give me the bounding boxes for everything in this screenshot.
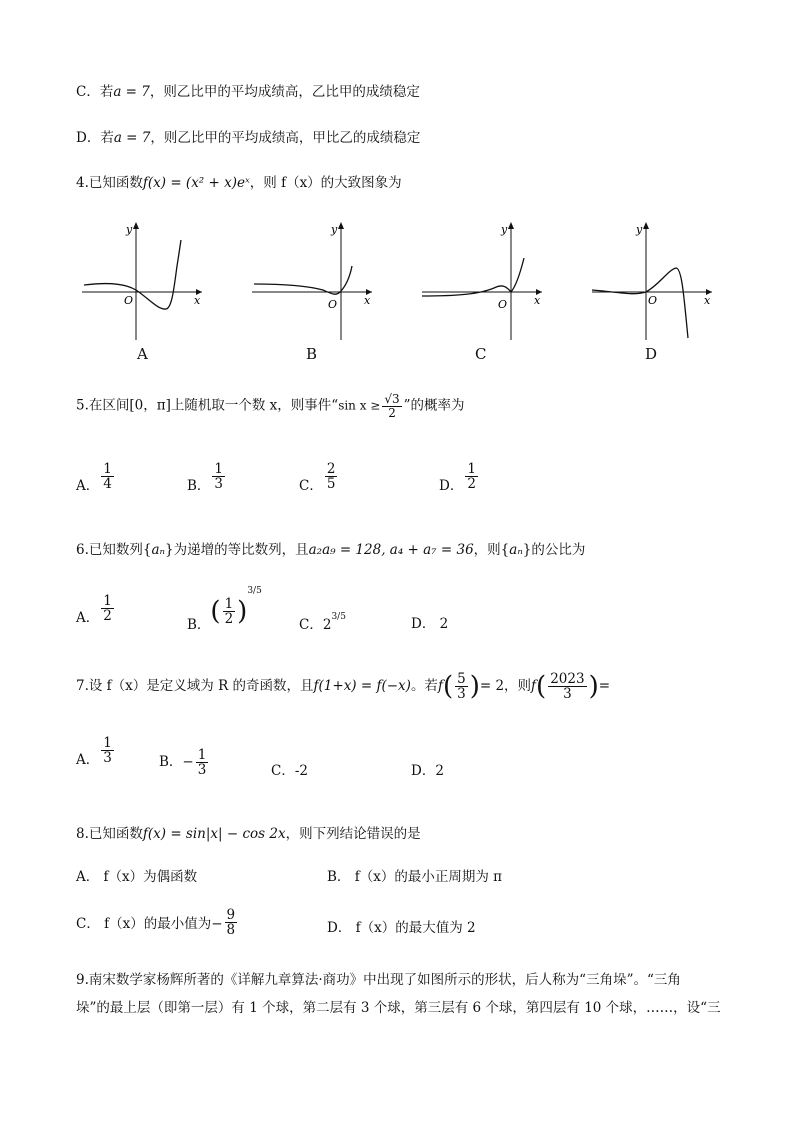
q6-stem-mid: }为递增的等比数列，且 <box>165 542 309 558</box>
q7-option-b-minus: − <box>182 754 194 771</box>
q4-graph-c-origin: O <box>498 298 508 311</box>
q7-ask-num: 2023 <box>550 671 585 687</box>
q9-stem-line-2: 垛”的最上层（即第一层）有 1 个球，第二层有 3 个球，第三层有 6 个球，第四层有 10 个球，……，设“三 <box>76 1000 721 1016</box>
q5-option-c-fraction <box>325 462 338 491</box>
q7-open-paren-2: ( <box>536 671 547 702</box>
q5-option-c[interactable] <box>299 462 339 494</box>
q6-option-c-base: 2 <box>322 617 332 633</box>
q7-close-paren-1: ) <box>469 671 480 702</box>
q4-graph-d-x-label: x <box>704 294 711 307</box>
q7-condition-2-value: = 2 <box>479 678 505 695</box>
q6-stem-mid2: ，则{ <box>473 542 510 558</box>
q4-graph-a <box>78 218 208 343</box>
q6-option-b-den: 2 <box>224 611 234 627</box>
q8-stem-tail: ，则下列结论错误的是 <box>285 826 421 842</box>
q7-option-d-text: 2 <box>435 763 444 779</box>
q7-option-c-letter: C． <box>271 763 295 779</box>
q5-option-a-fraction <box>101 462 114 491</box>
q3-option-c-label: C．若 <box>76 84 114 100</box>
q5-option-c-letter: C． <box>299 478 323 495</box>
q7-ask-equals: = <box>598 678 611 695</box>
q7-option-d-letter: D． <box>411 763 436 779</box>
q4-graph-b <box>248 218 378 343</box>
q5-option-b-num: 1 <box>214 461 224 477</box>
q7-f-symbol-2: f <box>531 678 537 695</box>
q6-option-b-num: 1 <box>224 595 234 612</box>
q5-option-d-num: 1 <box>467 461 476 477</box>
q6-sequence: aₙ <box>151 542 166 558</box>
q6-option-b-fraction <box>223 597 236 626</box>
q4-graph-c-x-label: x <box>534 294 541 307</box>
q8-formula: f(x) = sin|x| − cos 2x <box>142 826 286 842</box>
q7-option-a-fraction <box>101 736 114 765</box>
q7-option-b-den: 3 <box>197 762 207 779</box>
q5-option-b[interactable] <box>187 462 227 494</box>
q3-option-c-condition: a = 7 <box>113 84 150 100</box>
q4-graph-b-y-label: y <box>331 223 338 236</box>
q4-graph-d <box>588 218 718 343</box>
q5-option-b-fraction <box>212 462 225 491</box>
q5-condition-numerator: √3 <box>384 392 400 406</box>
q8-option-d[interactable]: D． f（x）的最大值为 2 <box>327 920 476 936</box>
q5-option-d-letter: D． <box>439 478 464 495</box>
q8-option-a[interactable]: A． f（x）为偶函数 <box>76 869 198 885</box>
q7-option-a[interactable] <box>76 736 116 768</box>
q3-option-c <box>76 80 420 100</box>
q8-stem-prefix: 8.已知函数 <box>76 826 143 842</box>
q7-f-symbol: f <box>437 678 443 695</box>
q6-option-b-exponent: 3/5 <box>247 586 262 596</box>
q4-graph-c <box>418 218 548 343</box>
q9-stem-line-1: 9.南宋数学家杨辉所著的《详解九章算法·商功》中出现了如图所示的形状，后人称为“三角垛”。“三角 <box>76 972 681 988</box>
q8-option-c-text: C． f（x）的最小值为− <box>76 916 223 933</box>
q5-option-d[interactable] <box>439 462 480 494</box>
q5-option-a-den: 4 <box>103 476 112 493</box>
q7-condition-2-den: 3 <box>457 686 466 703</box>
q6-option-c-exponent: 3/5 <box>331 612 346 622</box>
q6-option-b-close-paren: ) <box>237 596 248 627</box>
q8-option-b[interactable]: B． f（x）的最小正周期为 π <box>327 869 502 885</box>
q5-condition-fraction <box>382 393 401 419</box>
q7-stem-mid2: ，则 <box>504 678 532 695</box>
q7-condition-1: f(1+x) = f(−x) <box>313 678 411 695</box>
q3-option-c-text: ，则乙比甲的平均成绩高，乙比甲的成绩稳定 <box>149 84 420 100</box>
q4-graph-label-b: B <box>306 345 318 363</box>
q4-graph-a-y-label: y <box>126 223 133 236</box>
q7-ask-den: 3 <box>563 686 572 703</box>
q4-graph-d-y-label: y <box>636 223 643 236</box>
q4-graph-b-x-label: x <box>364 294 371 307</box>
q4-graph-a-origin: O <box>124 294 134 307</box>
q5-stem <box>76 393 465 419</box>
q3-option-d-condition: a = 7 <box>113 130 151 146</box>
q6-stem-prefix: 6.已知数列{ <box>76 542 152 558</box>
q7-option-c[interactable] <box>271 759 308 779</box>
q4-stem-prefix: 4.已知函数 <box>76 175 143 191</box>
q4-graph-b-origin: O <box>328 298 338 311</box>
q6-option-a[interactable] <box>76 594 116 626</box>
q5-option-d-fraction <box>465 462 478 491</box>
q7-ask-fraction <box>548 672 586 701</box>
q5-stem-tail: ”的概率为 <box>403 397 465 414</box>
q6-option-d[interactable]: D． 2 <box>411 616 449 632</box>
q8-stem <box>76 822 421 842</box>
q7-stem-prefix: 7.设 f（x）是定义域为 R 的奇函数，且 <box>76 678 314 695</box>
q8-option-c[interactable] <box>76 908 239 937</box>
q7-option-c-text: -2 <box>294 763 308 779</box>
q5-option-b-den: 3 <box>214 476 224 493</box>
q4-graph-d-origin: O <box>648 294 658 307</box>
q7-option-a-num: 1 <box>103 735 112 751</box>
q7-open-paren-1: ( <box>442 671 454 702</box>
q6-stem <box>76 538 585 558</box>
q4-graph-c-y-label: y <box>501 223 508 236</box>
q7-stem-mid: 。若 <box>410 678 438 695</box>
q6-option-b-letter: B． <box>187 617 211 633</box>
q7-condition-2-num: 5 <box>457 671 466 687</box>
q4-graph-a-x-label: x <box>194 294 201 307</box>
q6-option-c-letter: C． <box>299 617 323 633</box>
q3-option-d-text: ，则乙比甲的平均成绩高，甲比乙的成绩稳定 <box>150 130 421 146</box>
q5-option-b-letter: B． <box>187 478 211 495</box>
q7-option-b[interactable] <box>159 748 210 777</box>
q6-option-a-letter: A． <box>76 610 100 627</box>
q5-option-a-num: 1 <box>103 461 112 477</box>
q4-stem <box>76 171 402 191</box>
q5-option-c-den: 5 <box>326 476 336 493</box>
q8-option-c-den: 8 <box>226 922 236 939</box>
q5-stem-prefix: 5.在区间[0，π]上随机取一个数 x，则事件“ <box>76 397 339 414</box>
q6-option-a-num: 1 <box>103 593 112 609</box>
q3-option-d-label: D．若 <box>76 130 114 146</box>
q7-option-b-fraction <box>196 748 209 777</box>
q6-option-b-open-paren: ( <box>210 596 221 627</box>
q6-option-a-den: 2 <box>103 608 112 625</box>
q7-option-b-letter: B． <box>159 754 183 771</box>
q7-option-a-letter: A． <box>76 752 100 769</box>
q7-stem <box>76 672 610 701</box>
q8-option-c-num: 9 <box>226 907 236 923</box>
q6-stem-tail: }的公比为 <box>522 542 586 558</box>
q4-stem-tail: ，则 f（x）的大致图象为 <box>249 175 402 191</box>
q7-option-b-num: 1 <box>197 747 207 763</box>
q4-formula: f(x) = (x² + x)eˣ <box>142 175 250 191</box>
q5-option-d-den: 2 <box>467 476 476 493</box>
q3-option-d <box>76 126 420 146</box>
q6-option-c[interactable] <box>299 612 346 633</box>
q4-graph-label-c: C <box>475 345 487 363</box>
q7-close-paren-2: ) <box>588 671 599 702</box>
q7-option-a-den: 3 <box>103 750 112 767</box>
q6-condition: a₂a₉ = 128, a₄ + a₇ = 36 <box>308 542 474 558</box>
q6-option-b[interactable] <box>187 586 262 633</box>
q5-option-a-letter: A． <box>76 478 100 495</box>
q7-condition-2-fraction <box>455 672 468 701</box>
q5-condition-prefix: sin x ≥ <box>338 398 381 413</box>
q6-option-a-fraction <box>101 594 114 623</box>
q4-graph-label-a: A <box>137 345 148 363</box>
q5-option-a[interactable] <box>76 462 116 494</box>
q5-option-c-num: 2 <box>326 461 336 477</box>
q4-graph-label-d: D <box>645 345 658 363</box>
q6-sequence-2: aₙ <box>509 542 523 558</box>
q7-option-d[interactable] <box>411 759 444 779</box>
q8-option-c-fraction <box>225 908 238 937</box>
q5-condition-denominator: 2 <box>388 405 396 420</box>
